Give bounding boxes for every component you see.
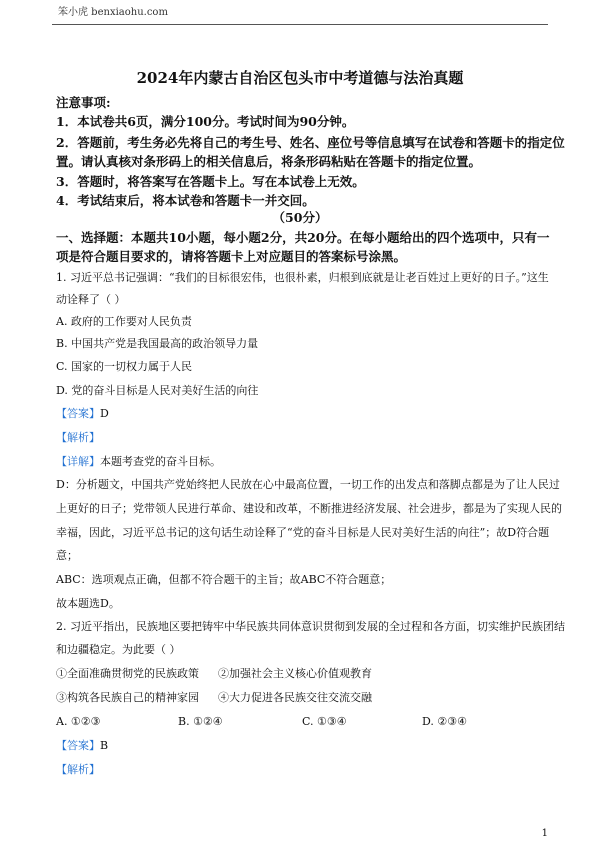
detail-text: 本题考查党的奋斗目标。: [100, 455, 221, 468]
answer-line: [56, 738, 108, 754]
question-stem: 和边疆稳定。为此要（ ）: [56, 643, 181, 656]
analysis-line: ABC：选项观点正确，但都不符合题干的主旨；故ABC不符合题意；: [56, 573, 392, 586]
site-header: 笨小虎 benxiaohu.com: [58, 7, 168, 18]
notice-item: 3．答题时，将答案写在答题卡上。写在本试卷上无效。: [56, 174, 365, 189]
analysis-label: [56, 430, 100, 446]
analysis-line: 上更好的日子；党带领人民进行革命、建设和改革，不断推进经济发展、社会进步，都是为了实现人民的: [56, 502, 562, 515]
statement-item: ①全面准确贯彻党的民族政策: [56, 667, 199, 680]
answer-line: [56, 406, 109, 422]
notice-item: 2．答题前，考生务必先将自己的考生号、姓名、座位号等信息填写在试卷和答题卡的指定位: [56, 135, 565, 150]
header-divider: [52, 24, 548, 25]
choice-option: D. ②③④: [422, 715, 468, 728]
question-stem: 1. 习近平总书记强调：“我们的目标很宏伟，也很朴素，归根到底就是让老百姓过上更好的日子。”这生: [56, 271, 549, 284]
page-number: 1: [541, 828, 548, 839]
statement-item: ④大力促进各民族交往交流交融: [218, 691, 372, 704]
option: B. 中国共产党是我国最高的政治领导力量: [56, 337, 259, 350]
notice-item: 1．本试卷共6页，满分100分。考试时间为90分钟。: [56, 114, 355, 129]
option: A. 政府的工作要对人民负责: [56, 315, 192, 328]
detail-label: 【详解】: [56, 455, 100, 468]
question-stem: 动诠释了（ ）: [56, 293, 126, 306]
statement-item: ③构筑各民族自己的精神家园: [56, 691, 199, 704]
section-score: （50分）: [272, 210, 328, 225]
notice-item: 4．考试结束后，将本试卷和答题卡一并交回。: [56, 193, 315, 208]
choice-option: A. ①②③: [56, 715, 101, 728]
analysis-label: [56, 762, 100, 778]
answer-label: 【答案】: [56, 407, 100, 420]
answer-value: D: [100, 407, 109, 420]
analysis-line: 幸福，因此，习近平总书记的这句话生动诠释了“党的奋斗目标是人民对美好生活的向往”；故D符合题: [56, 526, 550, 539]
notice-item: 置。请认真核对条形码上的相关信息后，将条形码粘贴在答题卡的指定位置。: [56, 154, 482, 169]
analysis-line: D：分析题文，中国共产党始终把人民放在心中最高位置，一切工作的出发点和落脚点都是为了让人民过: [56, 478, 560, 491]
choice-option: C. ①③④: [302, 715, 347, 728]
question-stem: 2. 习近平指出，民族地区要把铸牢中华民族共同体意识贯彻到发展的全过程和各方面，切实维护民族团结: [56, 620, 565, 633]
statement-item: ②加强社会主义核心价值观教育: [218, 667, 372, 680]
option: C. 国家的一切权力属于人民: [56, 360, 193, 373]
answer-value: B: [100, 739, 109, 752]
notice-heading: 注意事项:: [56, 95, 111, 110]
analysis-line: 故本题选D。: [56, 597, 120, 610]
analysis-line: 意；: [56, 549, 78, 562]
section-instruction: 项是符合题目要求的，请将答题卡上对应题目的答案标号涂黑。: [56, 249, 407, 264]
analysis-label-text: 【解析】: [56, 431, 100, 444]
section-instruction: 一、选择题：本题共10小题，每小题2分，共20分。在每小题给出的四个选项中，只有一: [56, 230, 550, 245]
choice-option: B. ①②④: [178, 715, 223, 728]
option: D. 党的奋斗目标是人民对美好生活的向往: [56, 384, 259, 397]
analysis-label-text: 【解析】: [56, 763, 100, 776]
detail-line: [56, 454, 221, 470]
answer-label: 【答案】: [56, 739, 100, 752]
document-title: 2024年内蒙古自治区包头市中考道德与法治真题: [136, 69, 464, 87]
